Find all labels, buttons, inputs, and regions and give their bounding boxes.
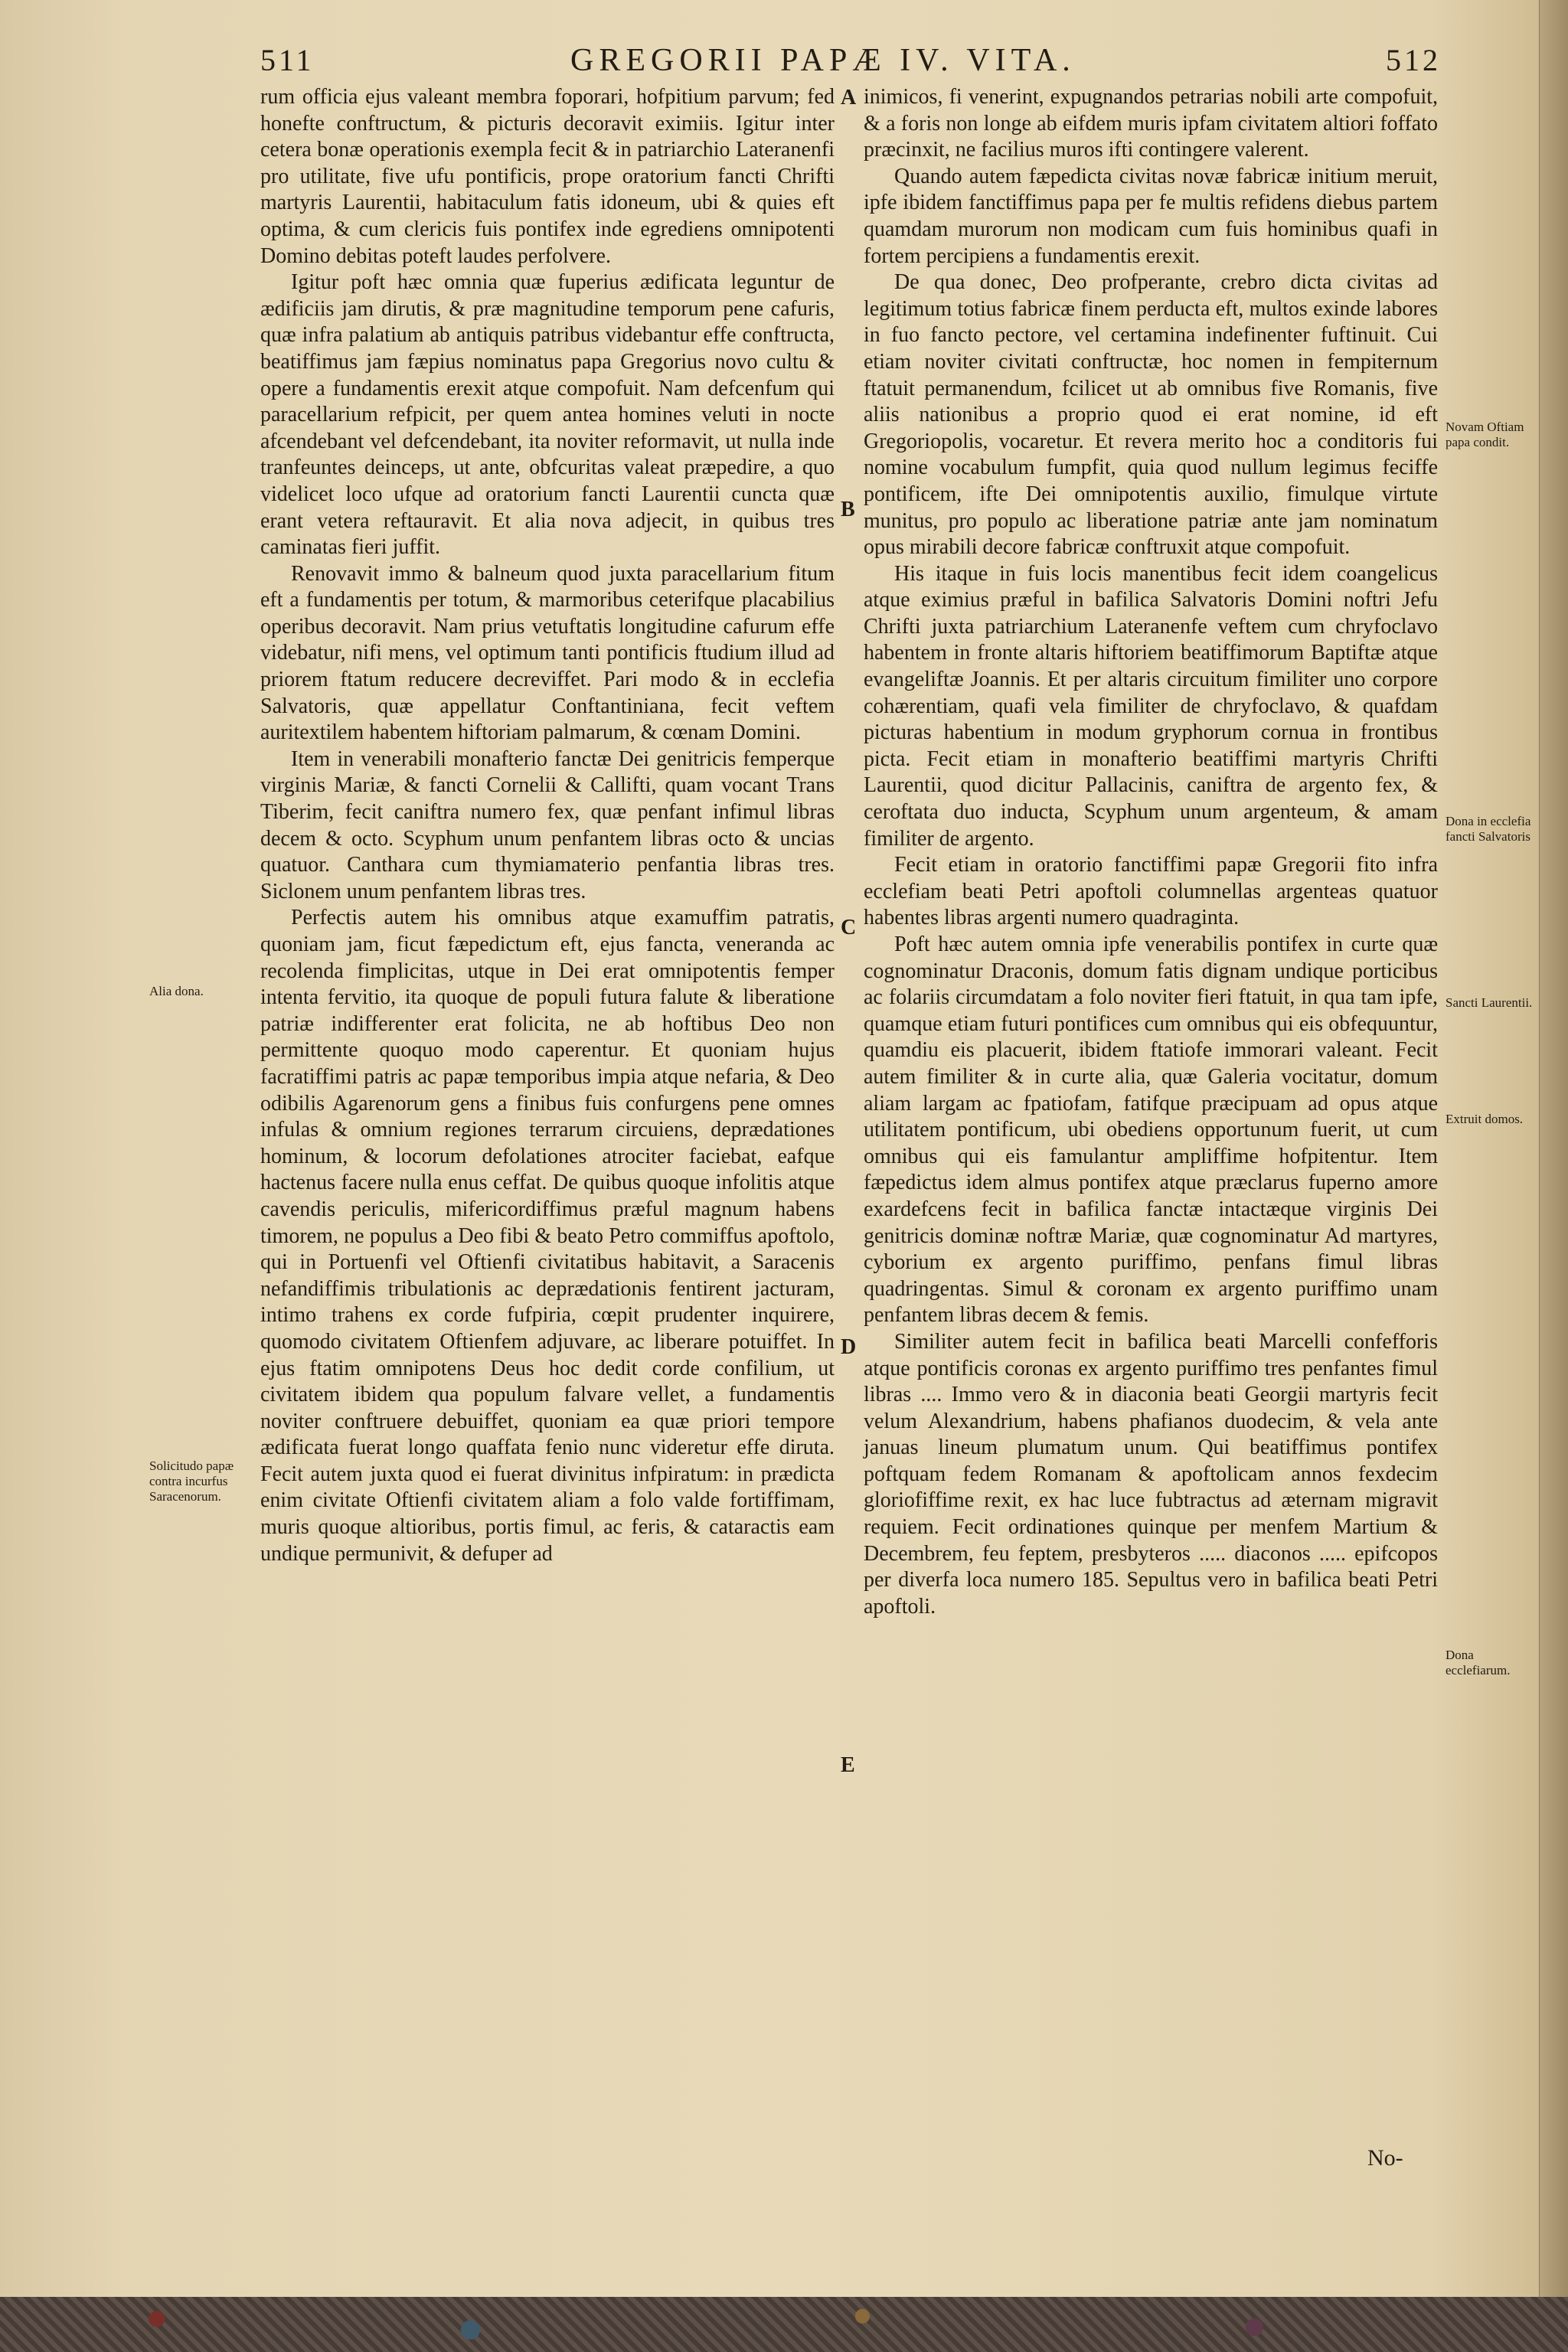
paragraph: Similiter autem fecit in bafilica beati Marcelli confefforis atque pontificis coronas ex argento puriffimo tres penfantes fimul libras .... Immo vero & in diaconia beati Georgii martyris fecit velum Alexandrium, habens phafianos duodecim, & vela ante januas lineum plumatum unum. Qui beatiffimus pontifex poftquam fedem Romanam & apoftolicam annos fexdecim gloriofiffime rexit, ex hac luce fubtractus ad æternam migravit requiem. Fecit ordinationes quinque per menfem Martium & Decembrem, feu feptem, presbyteros ..... diaconos ..... epifcopos per diverfa loca numero 185. Sepultus vero in bafilica beati Petri apoftoli.	[864, 1329, 1438, 1619]
paragraph: Igitur poft hæc omnia quæ fuperius ædificata leguntur de ædificiis jam dirutis, & præ magnitudine temporum pene cafuris, quæ infra palatium ab antiquis patribus videbantur effe conftructa, beatiffimus jam fæpius nominatus papa Gregorius novo cultu & opere a fundamentis erexit atque compofuit. Nam defcenfum qui paracellarium refpicit, per quem antea homines veluti in nocte afcendebant vel defcendebant, ita noviter reformavit, ut nulla inde tranfeuntes deinceps, ut ante, obfcuritas valeat præpedire, a quo videlicet loco ufque ad oratorium fancti Laurentii cuncta quæ erant vetera reftauravit. Et alia nova adjecit, in quibus tres caminatas fieri juffit.	[260, 270, 835, 560]
paragraph: Fecit etiam in oratorio fanctiffimi papæ Gregorii fito infra ecclefiam beati Petri apoftoli columnellas argenteas quatuor habentes libras argenti numero quadraginta.	[864, 853, 1438, 930]
margin-note: Solicitudo papæ contra incurfus Saracenorum.	[149, 1459, 234, 1504]
section-letter: E	[841, 1753, 855, 1777]
paragraph: rum officia ejus valeant membra foporari, hofpitium parvum; fed honefte conftructum, & picturis decoravit eximiis. Igitur inter cetera bonæ operationis exempla fecit & in patriarchio Lateranenfi pro utilitate, five ufu pontificis, prope oratorium fancti Chrifti martyris Laurentii, habitaculum fatis idoneum, ubi & quies eft optima, & cum clericis fuis pontifex inde egrediens omnipotenti Domino debitas poteft laudes perfolvere.	[260, 85, 835, 268]
section-letter: B	[841, 498, 855, 521]
section-letter: D	[841, 1335, 857, 1359]
margin-note: Dona ecclefiarum.	[1446, 1648, 1511, 1677]
margin-note: Sancti Laurentii.	[1446, 995, 1533, 1010]
section-letter: C	[841, 916, 857, 939]
paragraph: De qua donec, Deo profperante, crebro dicta civitas ad legitimum totius fabricæ finem perducta eft, multos exinde labores in fuo fancto pectore, vel certamina indefinenter fuftinuit. Cui etiam noviter civitati conftructæ, hoc nomen in fempiternum ftatuit permanendum, fcilicet ut ab omnibus five Romanis, five aliis nationibus a proprio quod ei erat nomine, id eft Gregoriopolis, vocaretur. Et revera merito hoc a conditoris fui nomine vocabulum fumpfit, quia quod nullum legimus feciffe pontificem, ifte Dei omnipotentis auxilio, fimulque virtute munitus, pro populo ac liberatione patriæ ante jam nominatum opus mirabili decore fabricæ conftruxit atque compofuit.	[864, 270, 1438, 560]
background-surface	[0, 2297, 1568, 2352]
margin-note: Novam Oftiam papa condit.	[1446, 420, 1524, 449]
margin-note: Alia dona.	[149, 984, 204, 998]
right-text-column	[864, 84, 1438, 1620]
paragraph: Poft hæc autem omnia ipfe venerabilis pontifex in curte quæ cognominatur Draconis, domum fatis dignam undique porticibus ac folariis circumdatam a folo noviter fieri ftatuit, in qua tam ipfe, quamque etiam futuri pontifices cum omnibus qui eis obfequuntur, quamdiu eis placuerit, ibidem ftatiofe immorari valeant. Fecit autem fimiliter & in curte alia, quæ Galeria vocitatur, domum aliam largam ac fpatiofam, fatifque præcipuam ad opus atque utilitatem pontificum, ubi obediens opportunum fuerit, ut cum omnibus qui eis famulantur ampliffime hofpitentur. Item fæpedictus idem almus pontifex atque præclarus fuperno amore exardefcens fecit in bafilica fanctæ intactæque virginis Dei genitricis dominæ noftræ Mariæ, quæ cognominatur Ad martyres, cyborium ex argento puriffimo, penfans fimul libras quadringentas. Simul & coronam ex argento puriffimo unam penfantem libras decem & femis.	[864, 933, 1438, 1328]
paragraph: Item in venerabili monafterio fanctæ Dei genitricis femperque virginis Mariæ, & fancti Cornelii & Callifti, quam vocant Trans Tiberim, fecit caniftra numero fex, quæ penfant infimul libras decem & octo. Scyphum unum penfantem libras octo & uncias quatuor. Canthara cum thymiamaterio penfantia libras tres. Siclonem unum penfantem libras tres.	[260, 746, 835, 903]
paragraph: Perfectis autem his omnibus atque examuffim patratis, quoniam jam, ficut fæpedictum eft, ejus fancta, veneranda ac recolenda fimplicitas, utque in Dei erat omnipotentis femper intenta fervitio, ita quoque de populi futura falute & liberatione patriæ indifferenter erat folicita, ne ab hoftibus Deo non permittente quoquo modo caperentur. Et quoniam hujus facratiffimi patris ac papæ temporibus impia atque nefaria, & Deo odibilis Agarenorum gens a finibus fuis confurgens pene omnes infulas & omnium regiones terrarum circuiens, deprædationes hominum, & locorum defolationes atrociter faciebat, eafque hactenus facere nulla enus ceffat. De quibus quoque infolitis atque cavendis periculis, mifericordiffimus præful magnum habens timorem, ne populus a Deo fibi & beato Petro commiffus apoftolo, qui in Portuenfi vel Oftienfi civitatibus habitavit, a Saracenis nefandiffimis tribulationis ac deprædationis fentirent jacturam, intimo trahens ex corde fufpiria, cœpit prudenter inquirere, quomodo civitatem Oftienfem adjuvare, ac liberare potuiffet. In ejus ftatim omnipotens Deus hoc dedit corde confilium, ut civitatem ibidem qua populum falvare vellet, a fundamentis noviter conftruere debuiffet, quoniam ea quæ priori tempore ædificata fuerat longo quaffata fenio nunc videretur effe diruta. Fecit autem juxta quod ei fuerat divinitus infpiratum: in prædicta enim civitate Oftienfi civitatem aliam a folo valde fortiffimam, muris quoque altioribus, portis fimul, ac feris, & cataractis eam undique permunivit, & defuper ad	[260, 906, 835, 1566]
margin-note: Dona in ecclefia fancti Salvatoris	[1446, 814, 1531, 844]
running-title: GREGORII PAPÆ IV. VITA.	[570, 43, 1076, 78]
adjacent-page-edge	[1539, 0, 1568, 2297]
page-number-right: 512	[1386, 43, 1441, 77]
catchword: No-	[1367, 2145, 1403, 2171]
section-letter: A	[841, 86, 857, 109]
paragraph: Renovavit immo & balneum quod juxta paracellarium fitum eft a fundamentis per totum, & marmoribus ceterifque placabilius operibus decoravit. Nam prius vetuftatis longitudine cafurum effe videbatur, nifi mens, vel optimum tanti pontificis ftudium illud ad priorem ftatum reducere decreviffet. Pari modo & in ecclefia Salvatoris, quæ appellatur Conftantiniana, fecit veftem auritextilem habentem hiftoriam palmarum, & cœnam Domini.	[260, 561, 835, 745]
page-number-left: 511	[260, 43, 315, 77]
left-text-column	[260, 84, 835, 1567]
paragraph: inimicos, fi venerint, expugnandos petrarias nobili arte compofuit, & a foris non longe ab eifdem muris ipfam civitatem altiori foffato præcinxit, ne facilius muros ifti contingere valerent.	[864, 85, 1438, 162]
paragraph: Quando autem fæpedicta civitas novæ fabricæ initium meruit, ipfe ibidem fanctiffimus papa per fe multis refidens diebus partem quamdam murorum non modicam cum fuis hominibus quafi in fortem percipiens a fundamentis erexit.	[864, 164, 1438, 268]
paragraph: His itaque in fuis locis manentibus fecit idem coangelicus atque eximius præful in bafilica Salvatoris Domini noftri Jefu Chrifti juxta patriarchium Lateranenfe veftem cum chryfoclavo habentem in fronte altaris hiftoriem beatiffimorum Baptiftæ atque evangeliftæ Joannis. Et per altaris circuitum fimiliter uno corpore cohærentiam, quafi vela fimiliter de chryfoclavo, & quafdam picturas habentium in modum gryphorum cornua in frontibus picta. Fecit etiam in monafterio beatiffimi martyris Chrifti Laurentii, quod dicitur Pallacinis, caniftra de argento fex, & ceroftata duo inducta, Scyphum unum argenteum, & amam fimiliter de argento.	[864, 561, 1438, 851]
margin-note: Extruit domos.	[1446, 1112, 1524, 1126]
